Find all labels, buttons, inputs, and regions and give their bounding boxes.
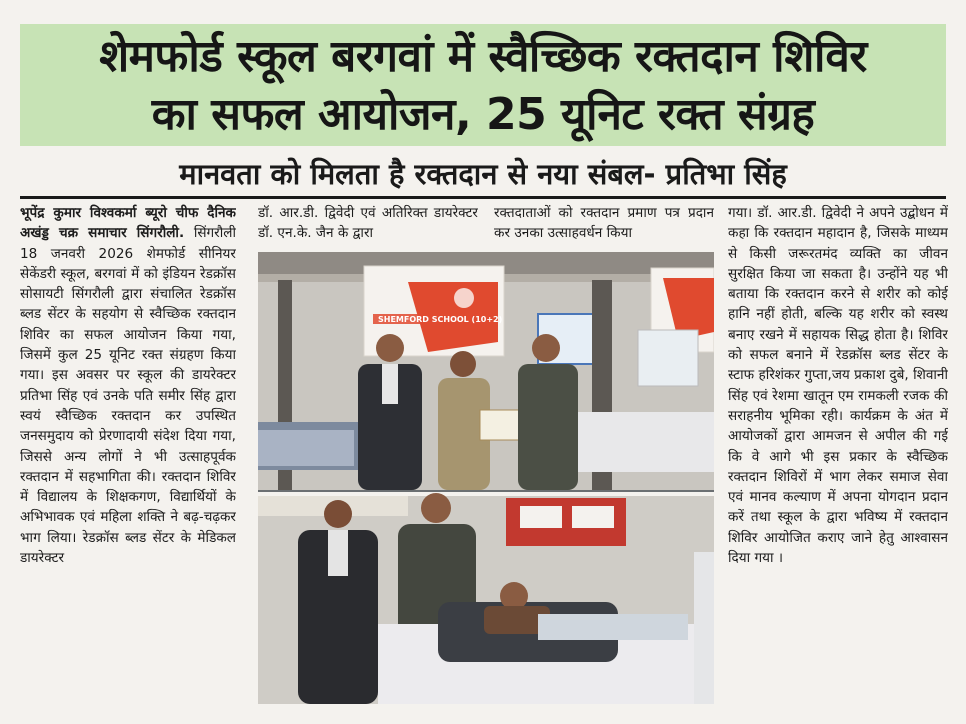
subheadline: मानवता को मिलता है रक्तदान से नया संबल- प्रतिभा सिंह: [179, 157, 787, 191]
headline-line-2: का सफल आयोजन, 25 यूनिट रक्त संग्रह: [151, 89, 815, 140]
article-column-2: [258, 203, 478, 249]
banner-text: SHEMFORD SCHOOL (10+2): [378, 315, 503, 324]
article-col4-text: गया। डॉ. आर.डी. द्विवेदी ने अपने उद्बोधन में कहा कि रक्तदान महादान है, जिसके माध्यम से किसी जरूरतमंद व्यक्ति का जीवन सुरक्षित किया जा सकता है। उन्होंने यह भी बताया कि रक्तदान करने से शरीर को कोई हानि नहीं होती, बल्कि यह शरीर को स्वस्थ बनाए रखने में सहायक सिद्ध होता है। शिविर को सफल बनाने में रेडक्रॉस ब्लड सेंटर के स्टाफ हरिशंकर गुप्ता,जय प्रकाश दुबे, शिवानी सिंह एवं रेशमा खातून एम रामकली रजक की सराहनीय भूमिका रही। कार्यक्रम के अंत में आयोजकों द्वारा आमजन से अपील की गई कि वे आगे भी इस प्रकार के स्वैच्छिक रक्तदान शिविरों में भाग लेकर समाज सेवा एवं मानव कल्याण में अपना योगदान प्रदान करें तथा स्कूल के द्वारा भविष्य में रक्तदान शिविर आयोजित कराए जाने हेतु आश्वासन दिया गया ।: [728, 205, 948, 567]
article-col1-body: सिंगरौली 18 जनवरी 2026 शेमफोर्ड सीनियर सेकेंडरी स्कूल, बरगवां में को इंडियन रेडक्रॉस सोसायटी सिंगरौली द्वारा संचालित रेडक्रॉस ब्लड सेंटर के सहयोग से स्वैच्छिक रक्तदान शिविर का सफल आयोजन किया गया, जिसमें कुल 25 यूनिट रक्त संग्रहण किया गया। इस अवसर पर स्कूल की डायरेक्टर प्रतिभा सिंह एवं उनके पति समीर सिंह द्वारा स्वयं स्वैच्छिक रक्तदान कर उपस्थित जनसमुदाय को प्रेरणादायी संदेश दिया गया, जिससे अन्य लोगों ने भी उत्साहपूर्वक रक्तदान में सहभागिता की। रक्तदान शिविर में विद्यालय के शिक्षकगण, विद्यार्थियों के अभिभावक एवं महिला शक्ति ने बढ़-चढ़कर भाग लिया। रेडक्रॉस ब्लड सेंटर के मेडिकल डायरेक्टर: [20, 225, 236, 567]
article-col3-text: रक्तदाताओं को रक्तदान प्रमाण पत्र प्रदान कर उनका उत्साहवर्धन किया: [494, 205, 714, 242]
article-col2-text: डॉ. आर.डी. द्विवेदी एवं अतिरिक्त डायरेक्टर डॉ. एन.के. जैन के द्वारा: [258, 205, 478, 242]
article-col1-text: [20, 203, 236, 568]
section-divider: [20, 196, 946, 199]
blood-donation-photo: [258, 252, 714, 704]
headline-box: [20, 24, 946, 146]
article-column-4: [728, 203, 948, 703]
article-column-3: [494, 203, 714, 249]
article-column-1: [20, 203, 236, 703]
news-photo: [258, 252, 714, 704]
byline: भूपेंद्र कुमार विश्वकर्मा ब्यूरो चीफ दैनिक अखंड्ड चक्र समाचार सिंगरौली.: [20, 205, 236, 242]
headline-line-1: शेमफोर्ड स्कूल बरगवां में स्वैच्छिक रक्तदान शिविर: [99, 31, 867, 82]
